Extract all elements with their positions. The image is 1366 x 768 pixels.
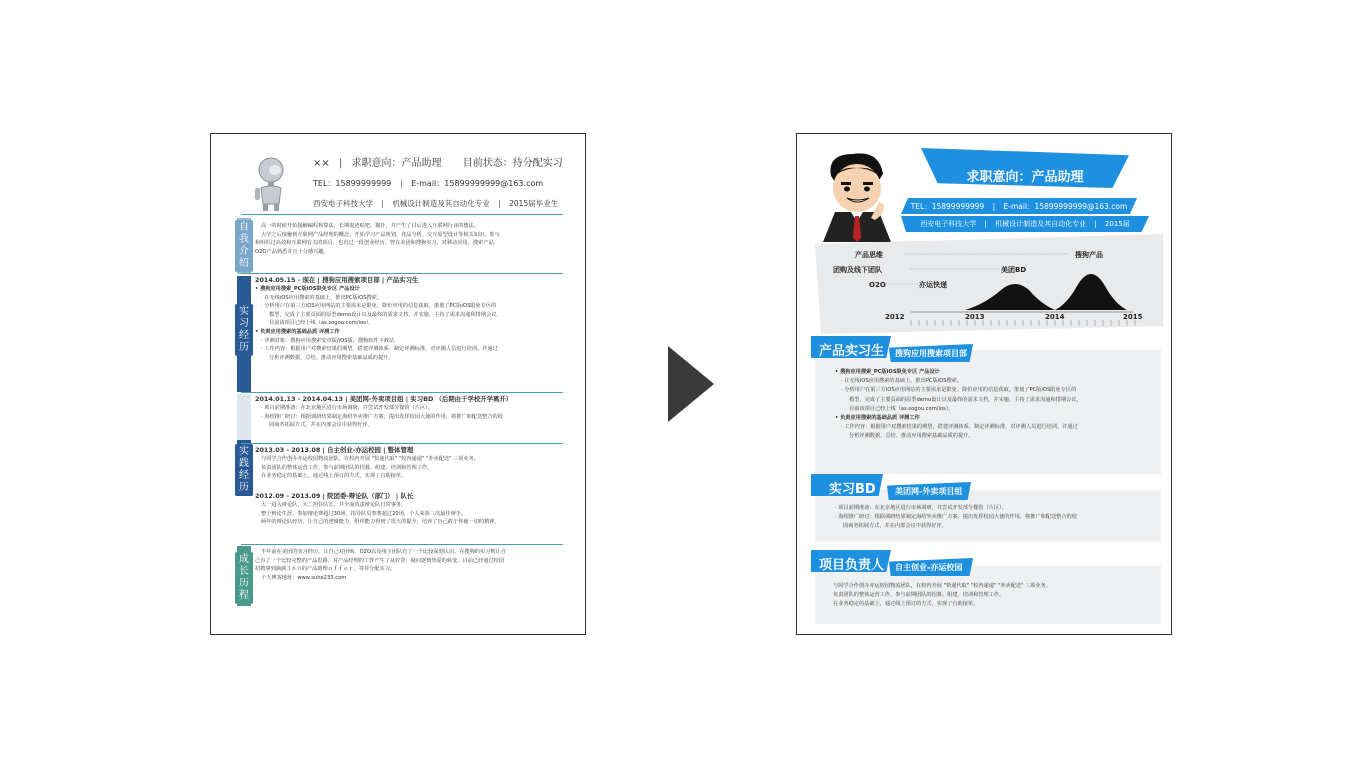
graduation: 2015届 [1104,220,1130,228]
intern-tag: 实习经历 [235,304,253,356]
divider [241,392,563,393]
left-header-title: ×× | 求职意向：产品助理 目前状态：待分配实习 [313,158,563,169]
intro-tag: 自我介绍 [235,220,253,272]
phone: TEL：15899999999 [313,179,392,188]
timeline-label: 美团BD [1001,266,1027,274]
graduation: 2015届毕业生 [509,199,559,208]
play-arrow-icon [668,346,714,422]
major: 机械设计制造及其自动化专业 [995,220,1087,228]
right-contact-line: TEL：15899999999 | E-mail：15899999999@163.com [910,202,1128,211]
pm-details: 与同学合作创办亦运校园物流团队，在校内开展 "快递代取" "校内递递" "外卖配送" 三项业务。 负责团队的整体运营工作，参与前期团队的招募、组建、培训和管理工作。 在业务稳定的基础上，通过线上预订的方式，实现了自助接单。 [833,583,1052,608]
school: 西安电子科技大学 [313,199,373,208]
left-contact-line: TEL：15899999999 | E-mail：15899999999@163.com [313,179,544,188]
robot-avatar-icon [251,156,291,212]
divider [241,273,563,274]
timeline-year: 2014 [1045,313,1065,321]
divider [241,214,563,215]
job-sogou: 2014.05.15 - 现在 | 搜狗应用搜索项目部 | 产品实习生 • 搜狗应用搜索_PC版iOS限免专区 产品设计 · 在无线iOS应用搜索的基础上，推出PC版iOS搜索。 · 分析用户在第三方iOS应用网站的主要需求是限免、降价应用的信息获取。策划了PC版iOS限免专区的 模型，完成了主要页面的原型demo设计以及最终的需求文档，并实施、主持了需求沟通和排期会议， 目前该项目已经上线（as.sogou.com/ios）。 • 负责应用搜索的基础品质 评测工作 · 评测对象：搜狗应用搜索安卓版/iOS版、搜狗软件下载站 · 工作内容：根据用户对搜索结果的期望，搭建评测体系、制定评测标准，对评测人员进行培训。并通过 分析评测数据，总结、推动应用搜索基础品质的提升。 [255,276,502,361]
timeline-label: 团购及线下团队 [833,266,882,274]
resume-before-page [210,133,586,635]
pm-tag: 项目负责人 [819,558,885,573]
phone: TEL：15899999999 [910,202,985,211]
name: ×× [313,158,330,169]
email: E-mail：15899999999@163.com [1003,202,1128,211]
bd-tag: 实习BD [829,482,876,497]
timeline-year: 2013 [965,313,985,321]
timeline-bg [815,234,1163,334]
major: 机械设计制造及其自动化专业 [392,199,490,208]
intro-section: 高一的时候开始接触编程和算法，长期混迹贴吧、猫扑，并产生了日后进入互联网行业的想法。 大学之后接触到互联网产品经理的概念，开始学习产品规划、竞品分析、交互原型设计等相关知识。参与 和组织过高效和互联网有关的项目，也有过一段创业经历。曾在美团和搜狗实习，对移动应用、搜索产品、 O2O产品熟悉并且十分感兴趣。 [255,223,500,255]
school: 西安电子科技大学 [920,220,977,228]
pm-project: 自主创业-亦运校园 [895,563,963,572]
current-status: 目前状态：待分配实习 [462,158,563,169]
timeline-year: 2012 [885,313,905,321]
practice-startup: 2013.03 - 2013.08 | 自主创业-亦运校园 | 整体管理 与同学合作创办亦运校园物流团队，在校内开展 "快递代取" "校内递递" "外卖配送" 三项业务。 负责团队的整体运营工作，参与前期团队的招募、组建、培训和管理工作。 在业务稳定的基础上，通过线上预订的方式，实现了自助接单。 [255,446,480,480]
practice-tag: 实践经历 [235,444,253,496]
right-education-line: 西安电子科技大学 | 机械设计制造及其自动化专业 | 2015届 [920,220,1130,228]
timeline-year: 2015 [1123,313,1143,321]
resume-after-page [796,133,1172,635]
job-meituan: 2014.01.13 - 2014.04.13 | 美团网-外卖项目组 | 实习BD （后期由于学校开学离开） · 项目前期准备：在北京地区进行市场调研，并尝试开发部分餐馆（片区）。 · 海绍推广研讨：根据调研结果制定海绍外卖推广方案，提出发挥校园大使的作用，将推广和配送整合的校 园商务拓展方式，并在内部会议中获得好评。 [255,395,513,429]
timeline-label: O2O [869,281,886,289]
divider [241,443,563,444]
timeline-label: 产品思维 [855,251,883,259]
bd-company: 美团网-外卖项目组 [895,487,963,496]
cartoon-avatar-icon [817,150,899,242]
email: E-mail：15899999999@163.com [411,179,544,188]
intern-tag: 产品实习生 [819,344,885,359]
growth-timeline [815,234,1163,334]
intern-company: 搜狗应用搜索项目部 [895,349,967,358]
intern-details: • 搜狗应用搜索_PC版iOS限免专区 产品设计 · 在无线iOS应用搜索的基础上，推出PC版iOS搜索。 · 分析用户在第三方iOS应用网站的主要需求是限免、降价应用的信息获取。策划了PC版iOS限免专区的 模型，完成了主要页面的原型demo设计以及最终的需求文档，并实施、主持了需求沟通和排期会议， 目前该项目已经上线（as.sogou.com/ios）。 • 负责应用搜索的基础品质 评测工作 · 工作内容：根据用户对搜索结果的期望，搭建评测体系、制定评测标准，对评测人员进行培训。并通过 分析评测数据，总结、推动应用搜索基础品质的提升。 [835,369,1082,440]
job-intent: 求职意向：产品助理 [351,158,442,169]
growth-tag: 成长历程 [235,552,253,604]
growth-section: 半年前在美团的实习经历，让自己对团购、O2O以及线下团队有了一个比较深刻认识。在搜狗的实习则让自 己有了一个比较完整的产品思路，对产品经理的工作产生了从好奇、疑问逐到热爱的转变。目前已经通过校园 招聘拿到滴滴３６０的产品助理ｏｆｆｅｒ，等待分配实习。 个人博客地址：www.suhe233.com [255,549,506,581]
right-job-intent: 求职意向：产品助理 [966,170,1084,185]
timeline-label: 亦运快递 [919,281,947,289]
bd-details: · 项目前期准备：在北京地区进行市场调研，并尝试开发部分餐馆（片区）。 · 海绍推广研讨：根据调研结果制定海绍外卖推广方案，提出发挥校园大使的作用，将推广和配送整合的校 园商务拓展方式，并在内部会议中获得好评。 [835,505,1077,530]
practice-debate: 2012.09 - 2013.09 | 院团委-辩论队（部门） | 队长 大一进入辩论队，大二担任队长，并全面负责辩论队日常事务。 整个辩论生涯，参加辩论赛超过30场，指导队员参赛超过20场。个人荣获三次最佳辩手。 两年的辩论队经历，让自己的逻辑能力、组织能力得到了很大的提升，培养了自己敢于怀疑一切的精神。 [255,492,500,526]
left-education-line: 西安电子科技大学 | 机械设计制造及其自动化专业 | 2015届毕业生 [313,199,559,208]
divider [241,544,563,545]
timeline-label: 搜狗产品 [1075,251,1103,259]
